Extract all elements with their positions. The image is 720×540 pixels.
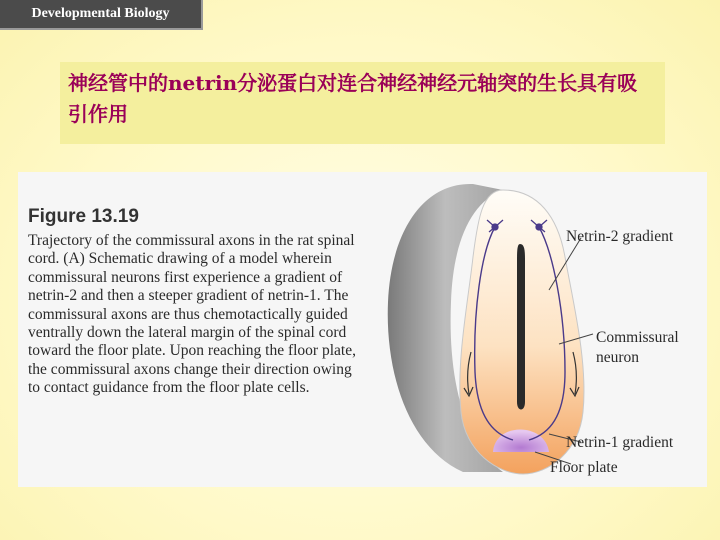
course-label: Developmental Biology	[0, 0, 203, 30]
figure-panel	[18, 172, 707, 487]
slide-title	[60, 62, 665, 144]
slide-title-text: 神经管中的netrin分泌蛋白对连合神经神经元轴突的生长具有吸引作用	[68, 71, 638, 126]
neuron-label-line1: Commissural	[596, 329, 679, 346]
central-canal	[517, 244, 525, 410]
figure-caption: Trajectory of the commissural axons in the rat spinal cord. (A) Schematic drawing of a model wherein commissural neurons first experience a gradient of netrin-2 and then a steeper gradient of netrin-1. The commissural axons are thus chemotactically guided ventrally down the lateral margin of the spinal cord toward the floor plate. Upon reaching the floor plate, the commissural axons change their direction owing to contact guidance from the floor plate cells.	[28, 232, 356, 397]
floor-plate-label: Floor plate	[550, 459, 618, 476]
neuron-label-line2: neuron	[596, 349, 640, 366]
netrin1-label: Netrin-1 gradient	[566, 434, 674, 451]
figure-heading: Figure 13.19	[28, 206, 139, 227]
netrin2-label: Netrin-2 gradient	[566, 228, 674, 245]
